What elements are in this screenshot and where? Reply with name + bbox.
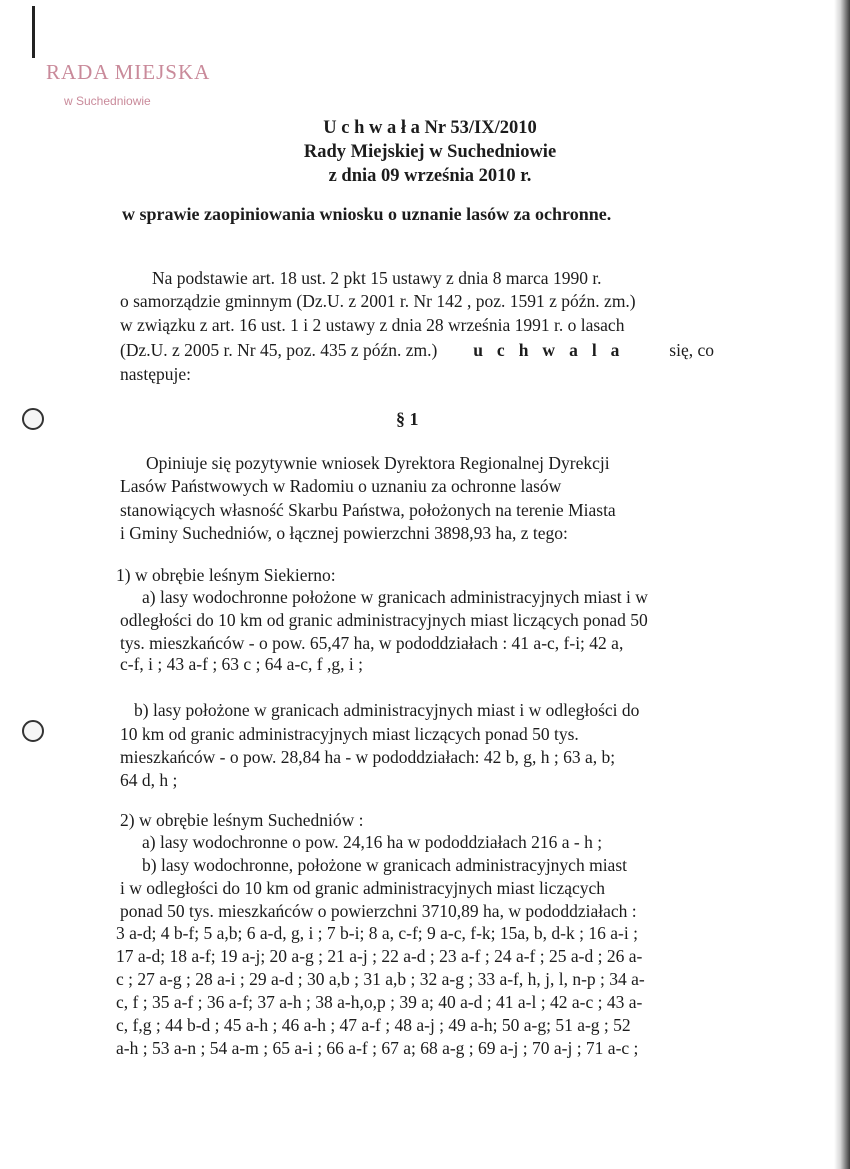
punch-hole-bottom: [22, 720, 44, 742]
section-mark: § 1: [396, 409, 419, 429]
item-1a-line-3: tys. mieszkańców - o pow. 65,47 ha, w pododdziałach : 41 a-c, f-i; 42 a,: [120, 633, 624, 653]
resolution-subject: w sprawie zaopiniowania wniosku o uznanie lasów za ochronne.: [122, 204, 612, 224]
stamp-line-1: RADA MIEJSKA: [46, 60, 211, 84]
resolution-date: z dnia 09 września 2010 r.: [328, 166, 532, 186]
item-2-heading: 2) w obrębie leśnym Suchedniów :: [120, 810, 364, 830]
scan-edge-shadow: [834, 0, 850, 1169]
scan-margin-mark: [32, 6, 35, 58]
item-1a-line-1: a) lasy wodochronne położone w granicach administracyjnych miast i w: [142, 587, 648, 607]
resolution-title: U c h w a ł a Nr 53/IX/2010: [323, 118, 537, 138]
item-1b-line-2: 10 km od granic administracyjnych miast liczących ponad 50 tys.: [120, 724, 579, 744]
preamble-verb: uchwala: [473, 340, 634, 360]
item-2b-line-7: c, f ; 35 a-f ; 36 a-f; 37 a-h ; 38 a-h,o,p ; 39 a; 40 a-d ; 41 a-l ; 42 a-c ; 43 a-: [116, 992, 643, 1012]
punch-hole-top: [22, 408, 44, 430]
item-2b-line-2: i w odległości do 10 km od granic administracyjnych miast liczących: [120, 878, 606, 898]
stamp-line-2: w Suchedniowie: [64, 94, 151, 108]
item-1a-line-4: c-f, i ; 43 a-f ; 63 c ; 64 a-c, f ,g, i ;: [120, 654, 363, 674]
intro-line-3: stanowiących własność Skarbu Państwa, położonych na terenie Miasta: [120, 500, 616, 520]
item-2a-line-1: a) lasy wodochronne o pow. 24,16 ha w pododdziałach 216 a - h ;: [142, 832, 603, 852]
item-1b-line-1: b) lasy położone w granicach administracyjnych miast i w odległości do: [134, 700, 640, 720]
item-1b-line-3: mieszkańców - o pow. 28,84 ha - w pododdziałach: 42 b, g, h ; 63 a, b;: [120, 747, 616, 767]
preamble-line-1: [152, 270, 712, 288]
preamble-line-4: [120, 342, 714, 360]
preamble-line-2: o samorządzie gminnym (Dz.U. z 2001 r. Nr 142 , poz. 1591 z późn. zm.): [120, 291, 636, 311]
preamble-citation: (Dz.U. z 2005 r. Nr 45, poz. 435 z późn. zm.): [120, 340, 438, 360]
item-2b-line-9: a-h ; 53 a-n ; 54 a-m ; 65 a-i ; 66 a-f ; 67 a; 68 a-g ; 69 a-j ; 70 a-j ; 71 a-c ;: [116, 1038, 639, 1058]
item-2b-line-3: ponad 50 tys. mieszkańców o powierzchni 3710,89 ha, w pododdziałach :: [120, 901, 637, 921]
item-1b-line-4: 64 d, h ;: [120, 770, 178, 790]
item-1a-line-2: odległości do 10 km od granic administracyjnych miast liczących ponad 50: [120, 610, 648, 630]
preamble-line-5: następuje:: [120, 364, 191, 384]
item-2b-line-8: c, f,g ; 44 b-d ; 45 a-h ; 46 a-h ; 47 a-f ; 48 a-j ; 49 a-h; 50 a-g; 51 a-g ; 52: [116, 1015, 631, 1035]
item-1-heading: 1) w obrębie leśnym Siekierno:: [116, 565, 336, 585]
intro-line-1: Opiniuje się pozytywnie wniosek Dyrektora Regionalnej Dyrekcji: [146, 453, 610, 473]
resolution-issuer: Rady Miejskiej w Suchedniowie: [303, 142, 557, 162]
intro-line-2: Lasów Państwowych w Radomiu o uznaniu za ochronne lasów: [120, 476, 562, 496]
item-2b-line-6: c ; 27 a-g ; 28 a-i ; 29 a-d ; 30 a,b ; 31 a,b ; 32 a-g ; 33 a-f, h, j, l, n-p ; 34 a-: [116, 969, 645, 989]
item-2b-line-4: 3 a-d; 4 b-f; 5 a,b; 6 a-d, g, i ; 7 b-i; 8 a, c-f; 9 a-c, f-k; 15a, b, d-k ; 16 a-i ;: [116, 923, 638, 943]
intro-line-4: i Gminy Suchedniów, o łącznej powierzchni 3898,93 ha, z tego:: [120, 523, 568, 543]
item-2b-line-1: b) lasy wodochronne, położone w granicach administracyjnych miast: [142, 855, 627, 875]
preamble-text: Na podstawie art. 18 ust. 2 pkt 15 ustawy z dnia 8 marca 1990 r.: [152, 268, 602, 288]
preamble-line-3: w związku z art. 16 ust. 1 i 2 ustawy z dnia 28 września 1991 r. o lasach: [120, 315, 625, 335]
item-2b-line-5: 17 a-d; 18 a-f; 19 a-j; 20 a-g ; 21 a-j ; 22 a-d ; 23 a-f ; 24 a-f ; 25 a-d ; 26 a-: [116, 946, 643, 966]
preamble-tail: się, co: [669, 340, 714, 360]
